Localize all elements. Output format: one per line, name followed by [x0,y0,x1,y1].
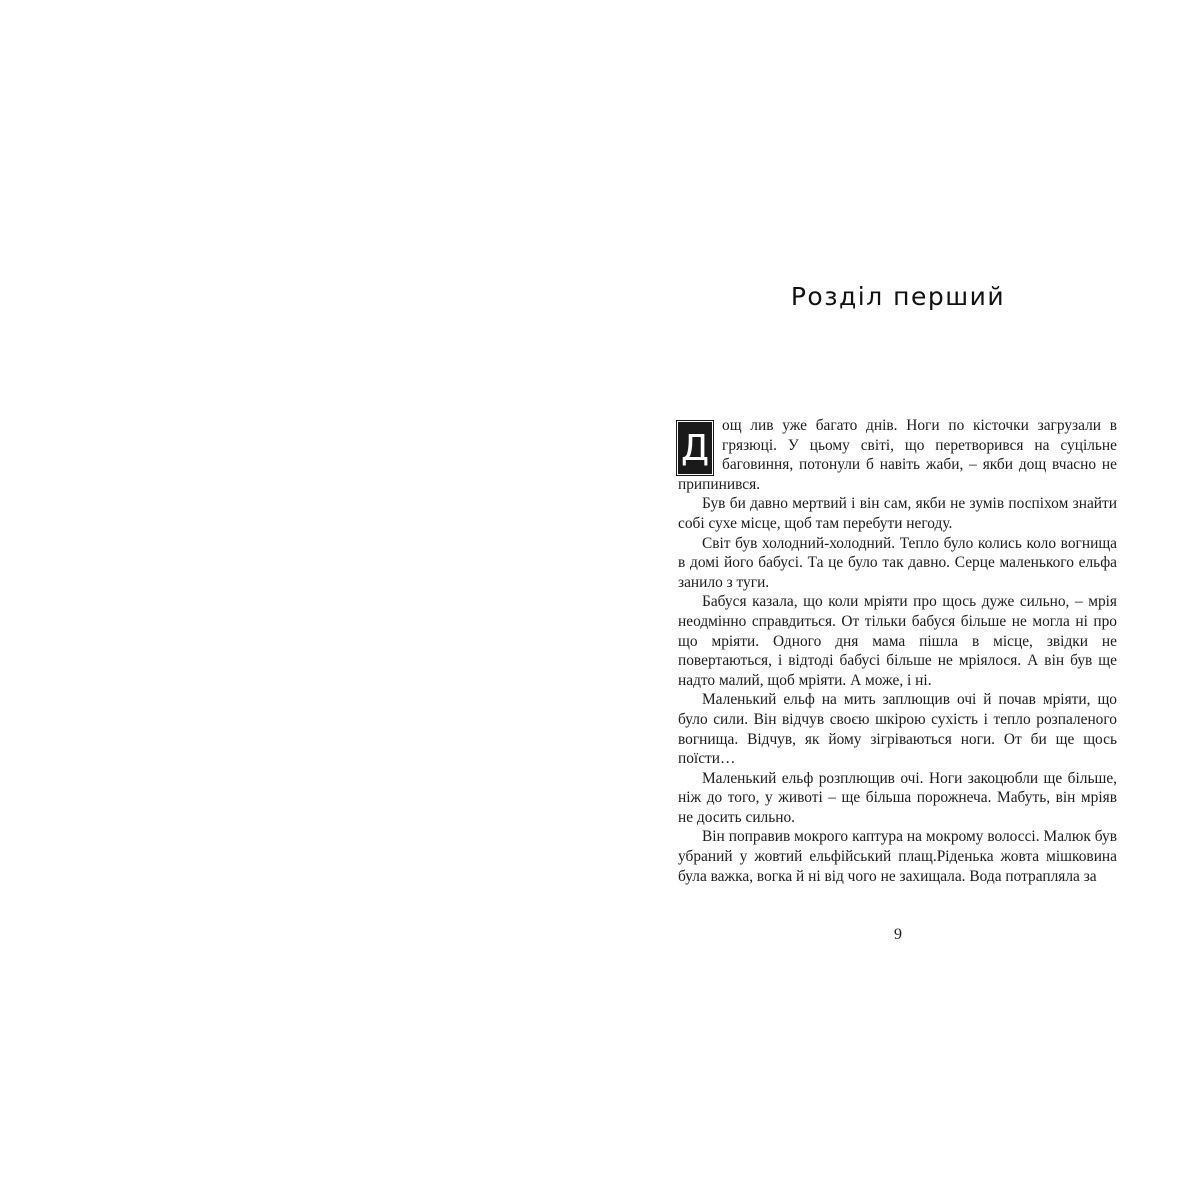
paragraph-1 [678,416,1117,494]
chapter-title: Розділ перший [790,282,1006,311]
paragraph-6: Маленький ельф розплющив очі. Ноги закоцюбли ще більше, ніж до того, у животі – ще більша порожнеча. Мабуть, він мріяв не досить сильно. [678,769,1117,826]
paragraph-5: Маленький ельф на мить заплющив очі й почав мріяти, що було сили. Він відчув своєю шкірою сухість і тепло розпаленого вогнища. Відчув, як йому зігріваються ноги. От би ще щось поїсти… [678,691,1117,768]
drop-cap [678,422,712,474]
drop-cap-letter: Д [680,428,710,469]
page-number: 9 [894,926,902,943]
paragraph-1-text: ощ лив уже багато днів. Ноги по кісточки загрузали в грязюці. У цьому світі, що перетворився на суцільне баговиння, потонули б навіть жаби, – якби дощ вчасно не припинився. [678,417,1117,493]
paragraph-2: Був би давно мертвий і він сам, якби не зумів поспіхом знайти собі сухе місце, щоб там перебути негоду. [678,495,1117,532]
body-text [678,416,1117,886]
paragraph-3: Світ був холодний-холодний. Тепло було колись коло вогнища в домі його бабусі. Та це було так давно. Серце маленького ельфа занило з туги. [678,534,1117,591]
paragraph-7: Він поправив мокрого каптура на мокрому волоссі. Малюк був убраний у жовтий ельфійський плащ.Ріденька жовта мішковина була важка, вогка й ні від чого не захищала. Вода потрапляла за [678,828,1117,885]
paragraph-4: Бабуся казала, що коли мріяти про щось дуже сильно, – мрія неодмінно справдиться. От тільки бабуся більше не могла ні про що мріяти. Одного дня мама пішла в місце, звідки не повертаються, і відтоді бабусі більше не мріялося. А він був ще надто малий, щоб мріяти. А може, і ні. [678,593,1117,689]
